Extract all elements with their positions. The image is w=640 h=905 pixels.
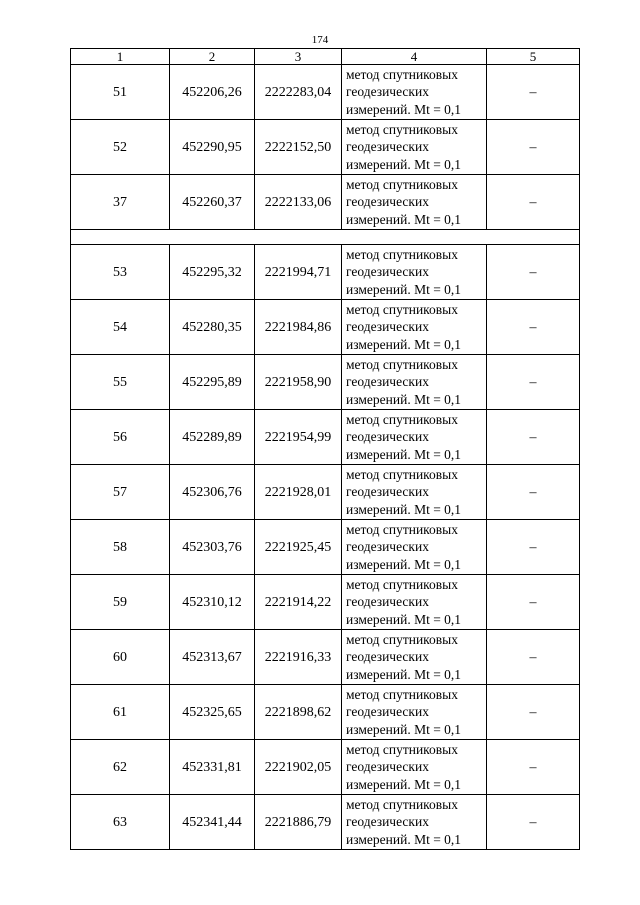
header-col-2: 2 [170,49,255,65]
table-row [71,630,580,685]
table-row [71,65,580,120]
method-line: измерений. Mt = 0,1 [346,776,462,792]
point-number-cell: 62 [71,740,170,795]
note-cell: – [487,795,580,850]
method-line: метод спутниковых [346,176,458,192]
method-line: метод спутниковых [346,411,458,427]
point-number-cell: 52 [71,120,170,175]
method-line: измерений. Mt = 0,1 [346,666,462,682]
table-row [71,410,580,465]
header-col-1: 1 [71,49,170,65]
table-row [71,795,580,850]
header-row [71,49,580,65]
method-cell [342,685,487,740]
x-coordinate-cell: 452295,89 [170,355,255,410]
gap-cell [71,230,580,245]
page-number: 174 [311,34,329,46]
method-cell [342,575,487,630]
y-coordinate-cell: 2221886,79 [255,795,342,850]
point-number-cell: 57 [71,465,170,520]
y-coordinate-cell: 2221994,71 [255,245,342,300]
method-line: метод спутниковых [346,121,458,137]
note-cell: – [487,355,580,410]
method-line: измерений. Mt = 0,1 [346,501,462,517]
method-line: геодезических [346,319,429,335]
method-line: метод спутниковых [346,686,458,702]
method-line: измерений. Mt = 0,1 [346,211,462,227]
note-cell: – [487,65,580,120]
x-coordinate-cell: 452341,44 [170,795,255,850]
x-coordinate-cell: 452206,26 [170,65,255,120]
table-row [71,575,580,630]
method-line: геодезических [346,649,429,665]
point-number-cell: 63 [71,795,170,850]
header-col-5: 5 [487,49,580,65]
y-coordinate-cell: 2222133,06 [255,175,342,230]
note-cell: – [487,630,580,685]
method-cell [342,520,487,575]
method-line: метод спутниковых [346,576,458,592]
table-row [71,300,580,355]
point-number-cell: 61 [71,685,170,740]
method-cell [342,630,487,685]
method-line: геодезических [346,594,429,610]
table-row [71,120,580,175]
point-number-cell: 54 [71,300,170,355]
y-coordinate-cell: 2221916,33 [255,630,342,685]
method-line: геодезических [346,194,429,210]
y-coordinate-cell: 2222283,04 [255,65,342,120]
note-cell: – [487,740,580,795]
point-number-cell: 37 [71,175,170,230]
table-row [71,740,580,795]
method-cell [342,245,487,300]
table-row [71,175,580,230]
method-cell [342,355,487,410]
method-line: метод спутниковых [346,66,458,82]
method-line: измерений. Mt = 0,1 [346,721,462,737]
method-line: измерений. Mt = 0,1 [346,391,462,407]
x-coordinate-cell: 452310,12 [170,575,255,630]
method-line: метод спутниковых [346,521,458,537]
method-cell [342,300,487,355]
note-cell: – [487,245,580,300]
y-coordinate-cell: 2221958,90 [255,355,342,410]
point-number-cell: 51 [71,65,170,120]
point-number-cell: 53 [71,245,170,300]
method-line: измерений. Mt = 0,1 [346,101,462,117]
point-number-cell: 58 [71,520,170,575]
header-col-4: 4 [342,49,487,65]
x-coordinate-cell: 452260,37 [170,175,255,230]
point-number-cell: 56 [71,410,170,465]
x-coordinate-cell: 452290,95 [170,120,255,175]
x-coordinate-cell: 452280,35 [170,300,255,355]
method-line: измерений. Mt = 0,1 [346,156,462,172]
x-coordinate-cell: 452306,76 [170,465,255,520]
method-line: метод спутниковых [346,741,458,757]
method-line: измерений. Mt = 0,1 [346,831,462,847]
method-line: измерений. Mt = 0,1 [346,611,462,627]
x-coordinate-cell: 452295,32 [170,245,255,300]
method-line: геодезических [346,374,429,390]
coordinates-table [70,48,580,850]
method-line: геодезических [346,429,429,445]
method-line: геодезических [346,484,429,500]
table-row [71,520,580,575]
method-line: измерений. Mt = 0,1 [346,446,462,462]
x-coordinate-cell: 452313,67 [170,630,255,685]
method-line: измерений. Mt = 0,1 [346,556,462,572]
y-coordinate-cell: 2221984,86 [255,300,342,355]
x-coordinate-cell: 452303,76 [170,520,255,575]
x-coordinate-cell: 452325,65 [170,685,255,740]
table-gap-row [71,230,580,245]
method-cell [342,740,487,795]
method-line: геодезических [346,264,429,280]
note-cell: – [487,465,580,520]
note-cell: – [487,410,580,465]
y-coordinate-cell: 2221925,45 [255,520,342,575]
y-coordinate-cell: 2221898,62 [255,685,342,740]
y-coordinate-cell: 2221902,05 [255,740,342,795]
point-number-cell: 55 [71,355,170,410]
method-cell [342,175,487,230]
method-line: геодезических [346,759,429,775]
y-coordinate-cell: 2221954,99 [255,410,342,465]
method-cell [342,120,487,175]
method-cell [342,465,487,520]
x-coordinate-cell: 452331,81 [170,740,255,795]
point-number-cell: 60 [71,630,170,685]
y-coordinate-cell: 2221914,22 [255,575,342,630]
method-line: геодезических [346,814,429,830]
method-line: измерений. Mt = 0,1 [346,336,462,352]
method-line: геодезических [346,539,429,555]
method-line: метод спутниковых [346,301,458,317]
note-cell: – [487,575,580,630]
y-coordinate-cell: 2221928,01 [255,465,342,520]
method-line: измерений. Mt = 0,1 [346,281,462,297]
method-line: геодезических [346,84,429,100]
method-line: метод спутниковых [346,631,458,647]
note-cell: – [487,300,580,355]
note-cell: – [487,120,580,175]
x-coordinate-cell: 452289,89 [170,410,255,465]
method-line: метод спутниковых [346,796,458,812]
point-number-cell: 59 [71,575,170,630]
y-coordinate-cell: 2222152,50 [255,120,342,175]
method-line: метод спутниковых [346,246,458,262]
method-cell [342,795,487,850]
method-line: метод спутниковых [346,356,458,372]
header-col-3: 3 [255,49,342,65]
note-cell: – [487,520,580,575]
method-line: метод спутниковых [346,466,458,482]
method-cell [342,65,487,120]
table-row [71,465,580,520]
method-line: геодезических [346,704,429,720]
table-row [71,685,580,740]
method-line: геодезических [346,139,429,155]
note-cell: – [487,175,580,230]
table-row [71,245,580,300]
table-body [71,65,580,850]
table-row [71,355,580,410]
note-cell: – [487,685,580,740]
method-cell [342,410,487,465]
